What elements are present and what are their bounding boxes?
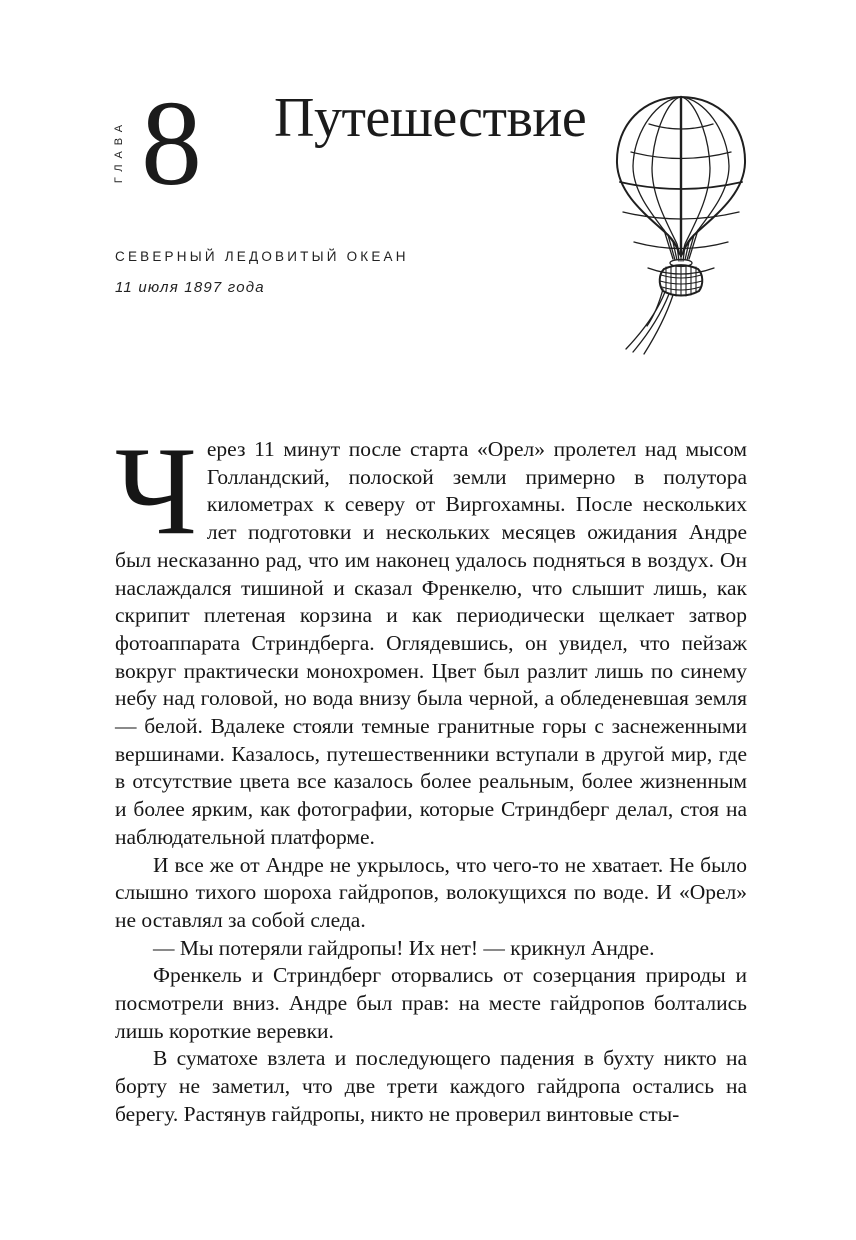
paragraph: Френкель и Стриндберг оторвались от созерцания природы и посмотрели вниз. Андре был прав: на месте гайдропов болтались лишь короткие веревки. — [115, 963, 747, 1043]
paragraph-text: ерез 11 минут после старта «Орел» пролетел над мысом Голландский, полоской земли примерно в полутора километрах к северу от Виргохамны. После нескольких лет подготовки и нескольких месяцев ожидания Андре был несказанно рад, что им наконец удалось подняться в воздух. Он наслаждался тишиной и сказал Френкелю, что слышит лишь, как скрипит плетеная корзина и как периодически щелкает затвор фотоаппарата Стриндберга. Оглядевшись, он увидел, что пейзаж вокруг практически монохромен. Цвет был разлит лишь по синему небу над головой, но вода внизу была черной, а обледеневшая земля — белой. Вдалеке стояли темные гранитные горы с заснеженными вершинами. Казалось, путешественники вступали в другой мир, где в отсутствие цвета все казалось более реальным, более жизненным и более ярким, как фотографии, которые Стриндберг делал, стоя на наблюдательной платформе. — [115, 437, 747, 849]
paragraph: И все же от Андре не укрылось, что чего-то не хватает. Не было слышно тихого шороха гайдропов, волокущихся по воде. И «Орел» не оставлял за собой следа. — [115, 852, 747, 932]
location-line: СЕВЕРНЫЙ ЛЕДОВИТЫЙ ОКЕАН — [115, 249, 409, 264]
drop-cap: Ч — [115, 422, 197, 561]
paragraph: — Мы потеряли гайдропы! Их нет! — крикнул Андре. — [153, 935, 655, 960]
hot-air-balloon-icon — [586, 92, 776, 357]
chapter-number: 8 — [141, 76, 202, 211]
chapter-title: Путешествие — [274, 87, 587, 149]
date-line: 11 июля 1897 года — [115, 279, 265, 296]
paragraph — [115, 422, 747, 852]
chapter-word-vertical: ГЛАВА — [113, 118, 125, 184]
body-text — [115, 422, 747, 1129]
paragraph: В суматохе взлета и последующего падения в бухту никто на борту не заметил, что две трети каждого гайдропа остались на берегу. Растянув гайдропы, никто не проверил винтовые сты- — [115, 1046, 747, 1126]
